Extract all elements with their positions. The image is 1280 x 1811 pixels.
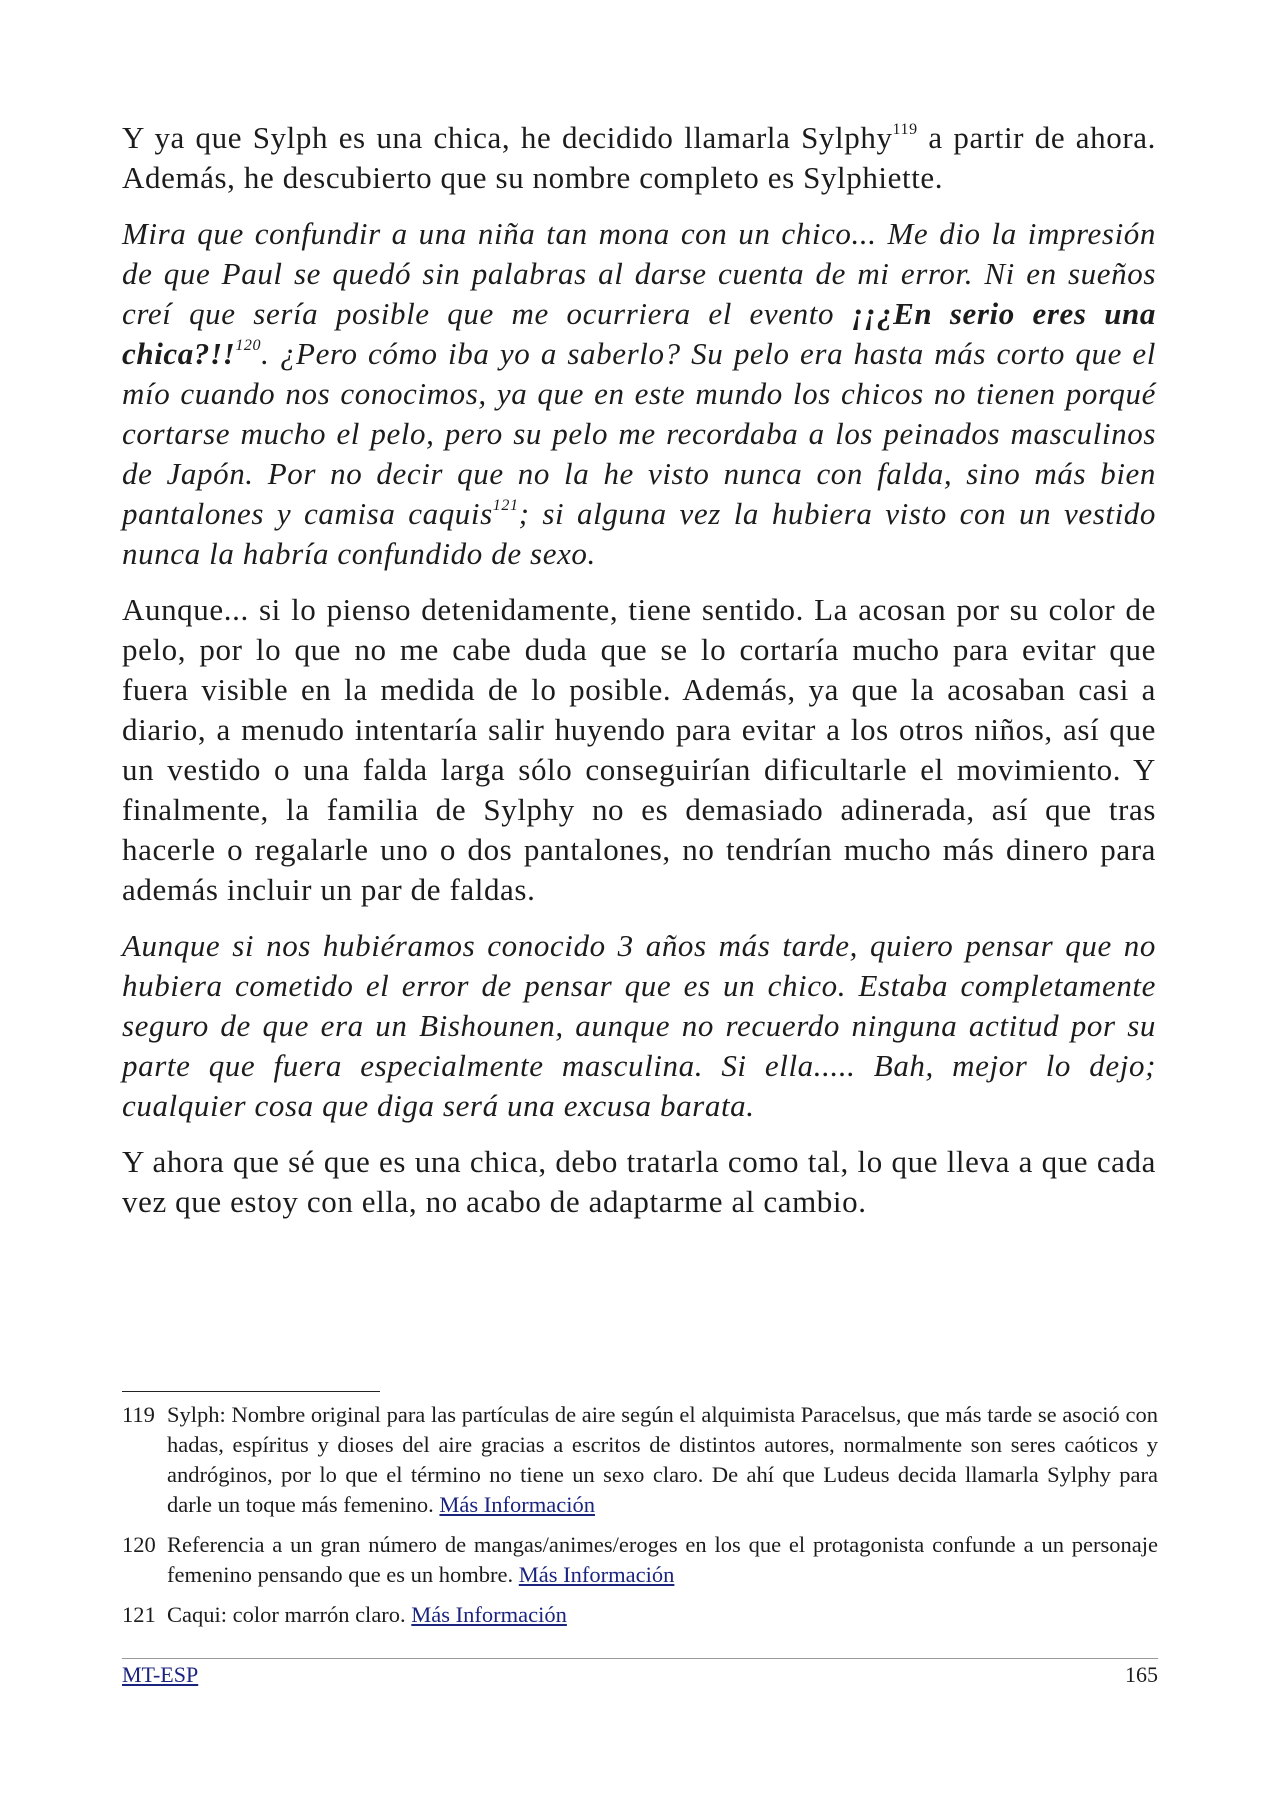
footnote-number: 119 [122,1402,155,1427]
paragraph-2-text-b: . ¿Pero cómo iba yo a saberlo? Su pelo era hasta más corto que el mío cuando nos conocimos, ya que en este mundo los chicos no tienen porqué cortarse mucho el pelo, pero su pelo me recordaba a los peinados masculinos de Japón. Por no decir que no la he visto nunca con falda, sino más bien pantalones y camisa caquis [122,336,1156,531]
paragraph-2-bold-phrase: ¡¡¿En serio eres una chica?!! [122,296,1156,371]
footnote-ref-119[interactable]: 119 [892,121,918,138]
paragraph-2-text-a: Mira que confundir a una niña tan mona con un chico... Me dio la impresión de que Paul se quedó sin palabras al darse cuenta de mi error. Ni en sueños creí que sería posible que me ocurriera el evento [122,216,1156,331]
more-info-link[interactable]: Más Información [518,1562,675,1587]
footnote-number: 120 [122,1532,156,1557]
paragraph-1 [122,118,1156,198]
body-text [122,118,1156,1238]
footnote-121 [122,1600,1158,1630]
paragraph-5: Y ahora que sé que es una chica, debo tratarla como tal, lo que lleva a que cada vez que estoy con ella, no acabo de adaptarme al cambio. [122,1144,1156,1219]
footnote-119 [122,1400,1158,1520]
footer-separator [122,1658,1158,1659]
paragraph-2 [122,214,1156,574]
paragraph-1-text-a: Y ya que Sylph es una chica, he decidido llamarla Sylphy [122,120,893,155]
footnote-text: Caqui: color marrón claro. [167,1602,412,1627]
paragraph-2-text-c: ; si alguna vez la hubiera visto con un vestido nunca la habría confundido de sexo. [122,496,1156,571]
footnote-number: 121 [122,1602,156,1627]
footnote-text: Referencia a un gran número de mangas/animes/eroges en los que el protagonista confunde a un personaje femenino pensando que es un hombre. [167,1532,1158,1587]
paragraph-4: Aunque si nos hubiéramos conocido 3 años más tarde, quiero pensar que no hubiera cometido el error de pensar que es un chico. Estaba completamente seguro de que era un Bishounen, aunque no recuerdo ninguna actitud por su parte que fuera especialmente masculina. Si ella..... Bah, mejor lo dejo; cualquier cosa que diga será una excusa barata. [122,928,1156,1123]
footnote-ref-121[interactable]: 121 [492,497,519,514]
footnote-text: Sylph: Nombre original para las partículas de aire según el alquimista Paracelsus, que más tarde se asoció con hadas, espíritus y dioses del aire gracias a escritos de distintos autores, normalmente son seres caóticos y andróginos, por lo que el término no tiene un sexo claro. De ahí que Ludeus decida llamarla Sylphy para darle un toque más femenino. [167,1402,1158,1517]
footnote-separator [122,1391,380,1392]
more-info-link[interactable]: Más Información [411,1602,567,1627]
page-number: 165 [1125,1662,1158,1687]
footnote-120 [122,1530,1158,1590]
footer-source-link[interactable]: MT-ESP [122,1662,199,1687]
more-info-link[interactable]: Más Información [439,1492,595,1517]
footnote-ref-120[interactable]: 120 [235,337,262,354]
paragraph-3: Aunque... si lo pienso detenidamente, tiene sentido. La acosan por su color de pelo, por lo que no me cabe duda que se lo cortaría mucho para evitar que fuera visible en la medida de lo posible. Además, ya que la acosaban casi a diario, a menudo intentaría salir huyendo para evitar a los otros niños, así que un vestido o una falda larga sólo conseguirían dificultarle el movimiento. Y finalmente, la familia de Sylphy no es demasiado adinerada, así que tras hacerle o regalarle uno o dos pantalones, no tendrían mucho más dinero para además incluir un par de faldas. [122,592,1156,907]
paragraph-1-text-b: a partir de ahora. Además, he descubierto que su nombre completo es Sylphiette. [122,120,1156,195]
footnotes [122,1400,1158,1640]
